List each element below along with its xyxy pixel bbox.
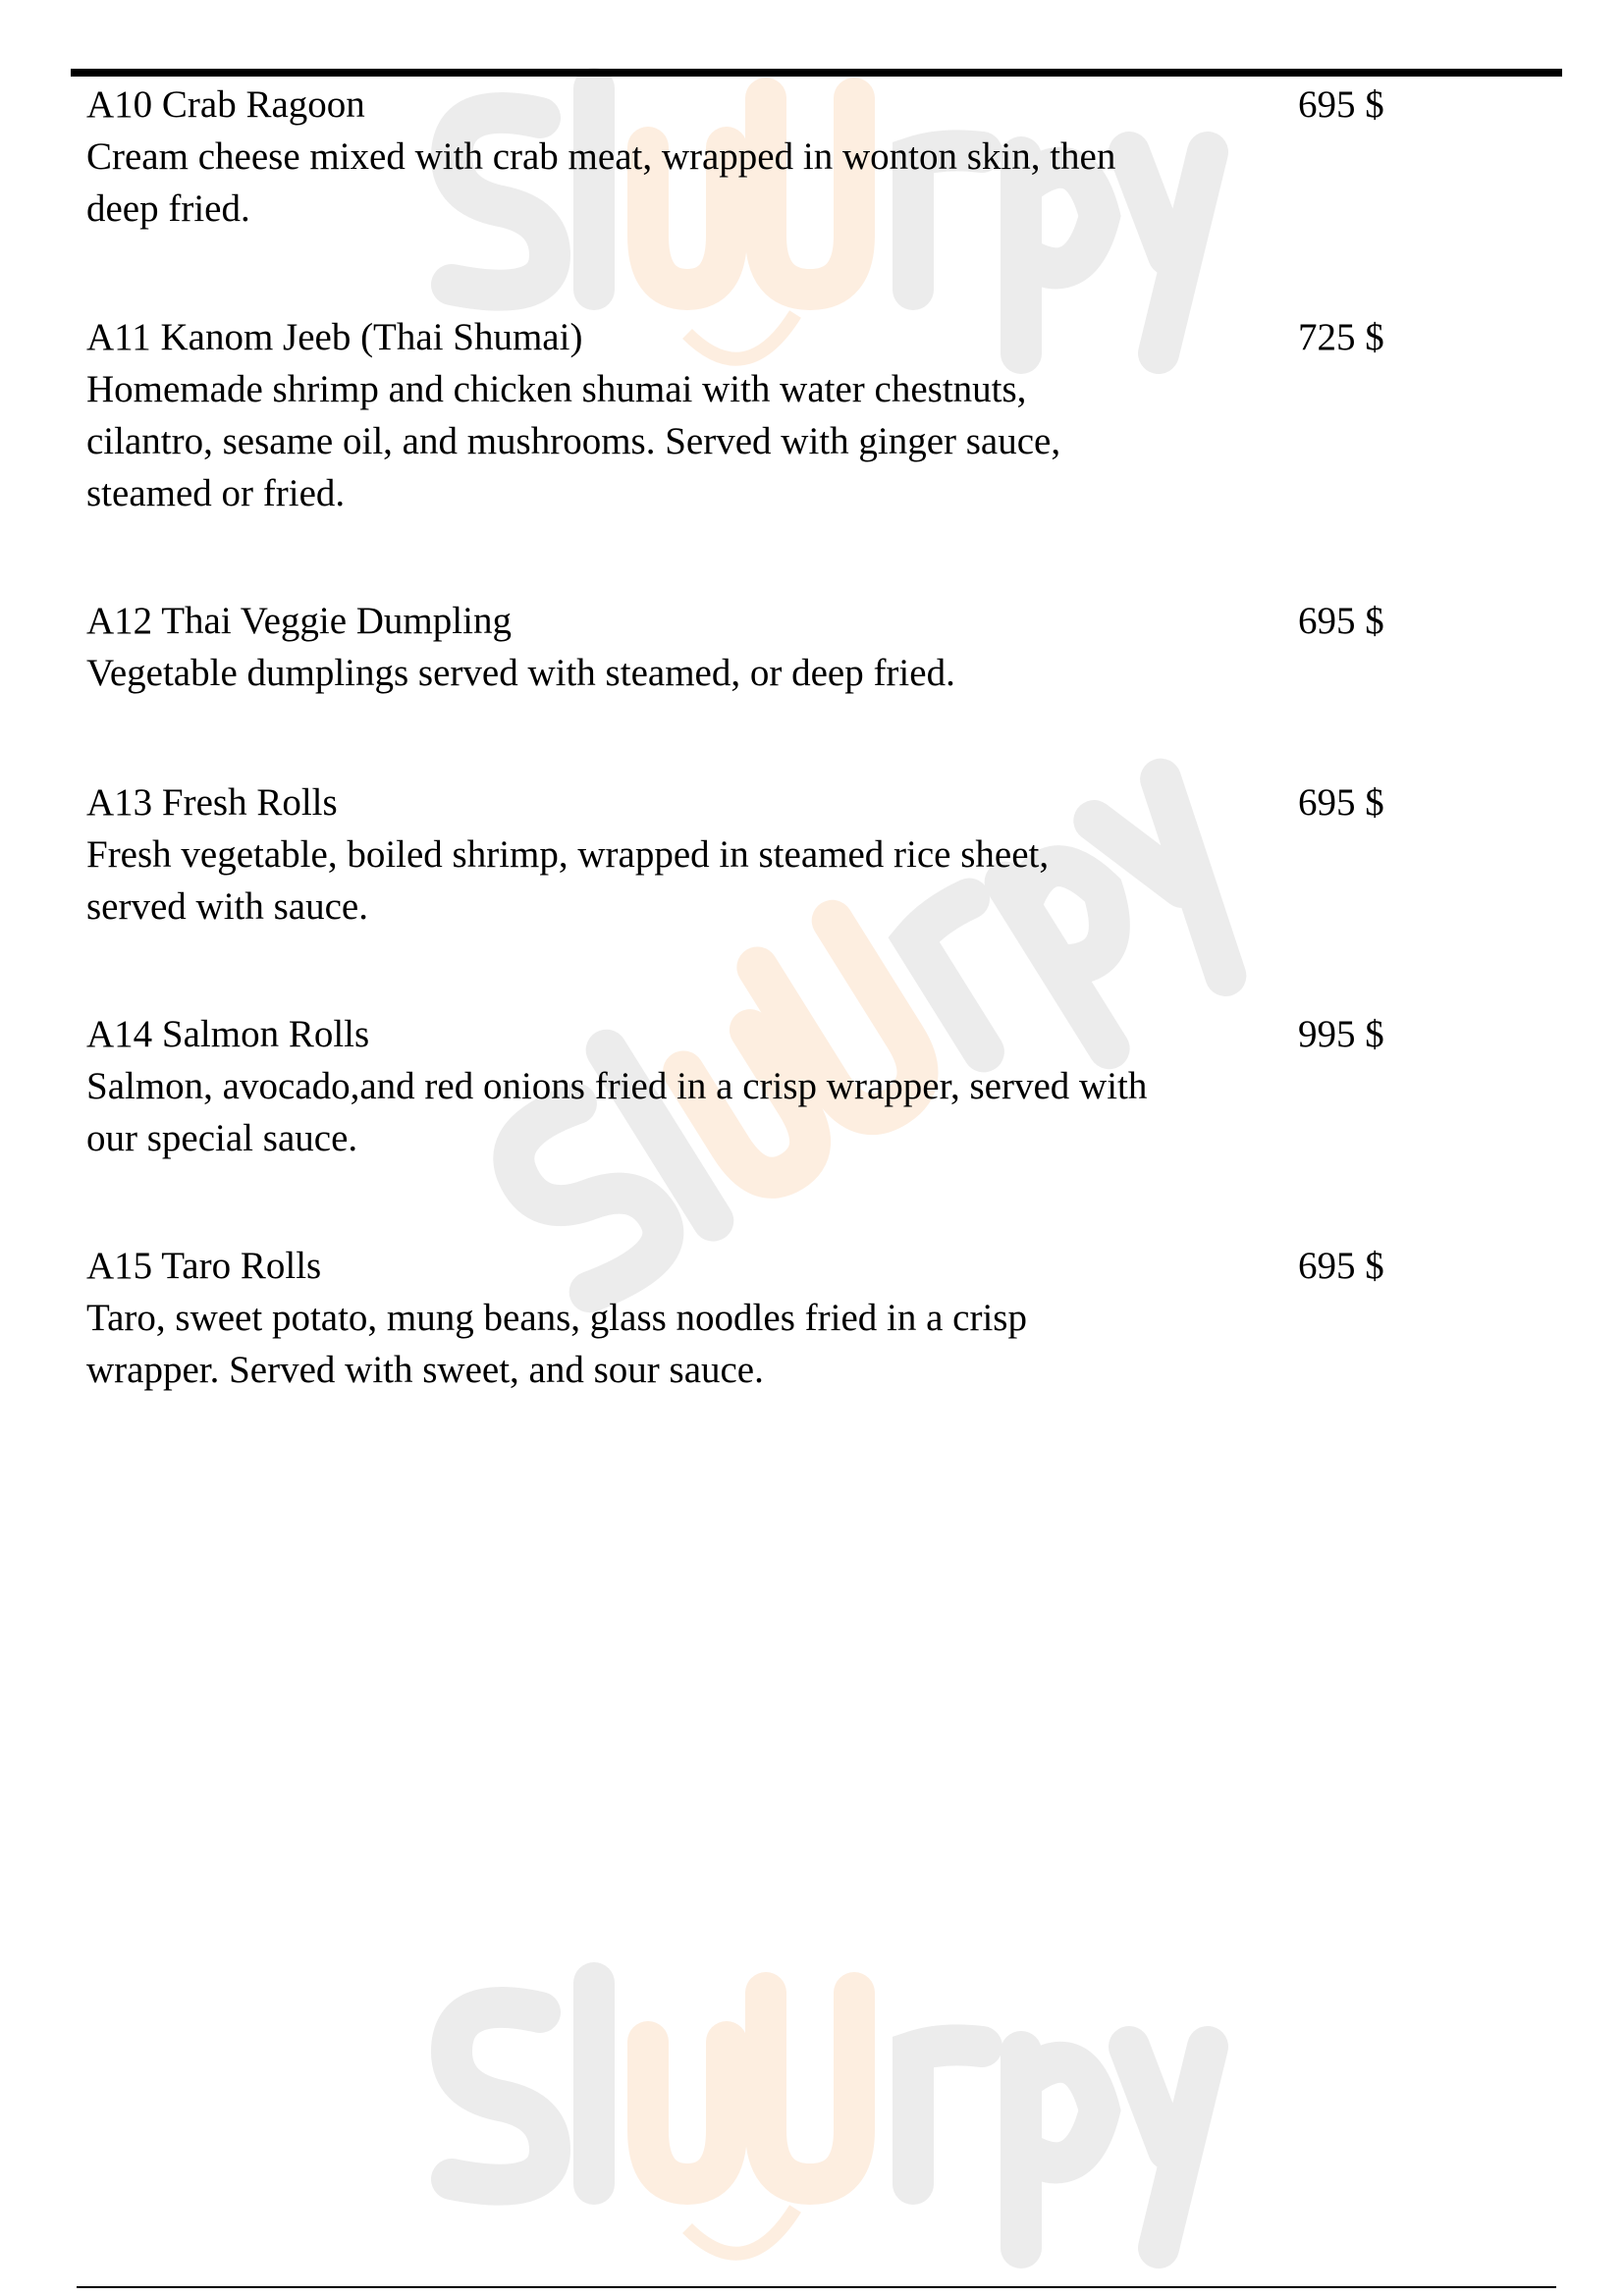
item-description: served with sauce. [86, 885, 368, 928]
item-title: A11 Kanom Jeeb (Thai Shumai) [86, 316, 583, 358]
item-description: Fresh vegetable, boiled shrimp, wrapped in steamed rice sheet, [86, 833, 1050, 876]
item-description: Cream cheese mixed with crab meat, wrapped in wonton skin, then [86, 135, 1116, 178]
item-price: 695 $ [1298, 781, 1384, 824]
item-description: Homemade shrimp and chicken shumai with water chestnuts, [86, 368, 1027, 410]
item-price: 695 $ [1298, 600, 1384, 642]
menu-item [86, 311, 1384, 519]
item-price: 695 $ [1298, 83, 1384, 126]
item-price: 695 $ [1298, 1245, 1384, 1287]
top-rule [71, 69, 1562, 77]
item-title: A12 Thai Veggie Dumpling [86, 600, 512, 642]
item-title: A13 Fresh Rolls [86, 781, 338, 824]
item-description: Taro, sweet potato, mung beans, glass noodles fried in a crisp [86, 1297, 1027, 1339]
item-title: A15 Taro Rolls [86, 1245, 322, 1287]
menu-item [86, 1008, 1384, 1164]
item-description: wrapper. Served with sweet, and sour sauce. [86, 1349, 764, 1391]
item-title: A14 Salmon Rolls [86, 1013, 370, 1055]
slurpy-watermark-logo [393, 1953, 1237, 2277]
item-title: A10 Crab Ragoon [86, 83, 365, 126]
item-price: 995 $ [1298, 1013, 1384, 1055]
item-price: 725 $ [1298, 316, 1384, 358]
item-description: deep fried. [86, 187, 250, 230]
item-description: steamed or fried. [86, 472, 346, 514]
item-description: our special sauce. [86, 1117, 358, 1159]
menu-item [86, 1240, 1384, 1396]
item-description: cilantro, sesame oil, and mushrooms. Served with ginger sauce, [86, 420, 1061, 462]
item-description: Vegetable dumplings served with steamed, or deep fried. [86, 652, 955, 694]
bottom-rule [77, 2286, 1556, 2288]
menu-item [86, 79, 1384, 235]
menu-item [86, 595, 1384, 699]
item-description: Salmon, avocado,and red onions fried in a crisp wrapper, served with [86, 1065, 1148, 1107]
menu-item [86, 776, 1384, 933]
